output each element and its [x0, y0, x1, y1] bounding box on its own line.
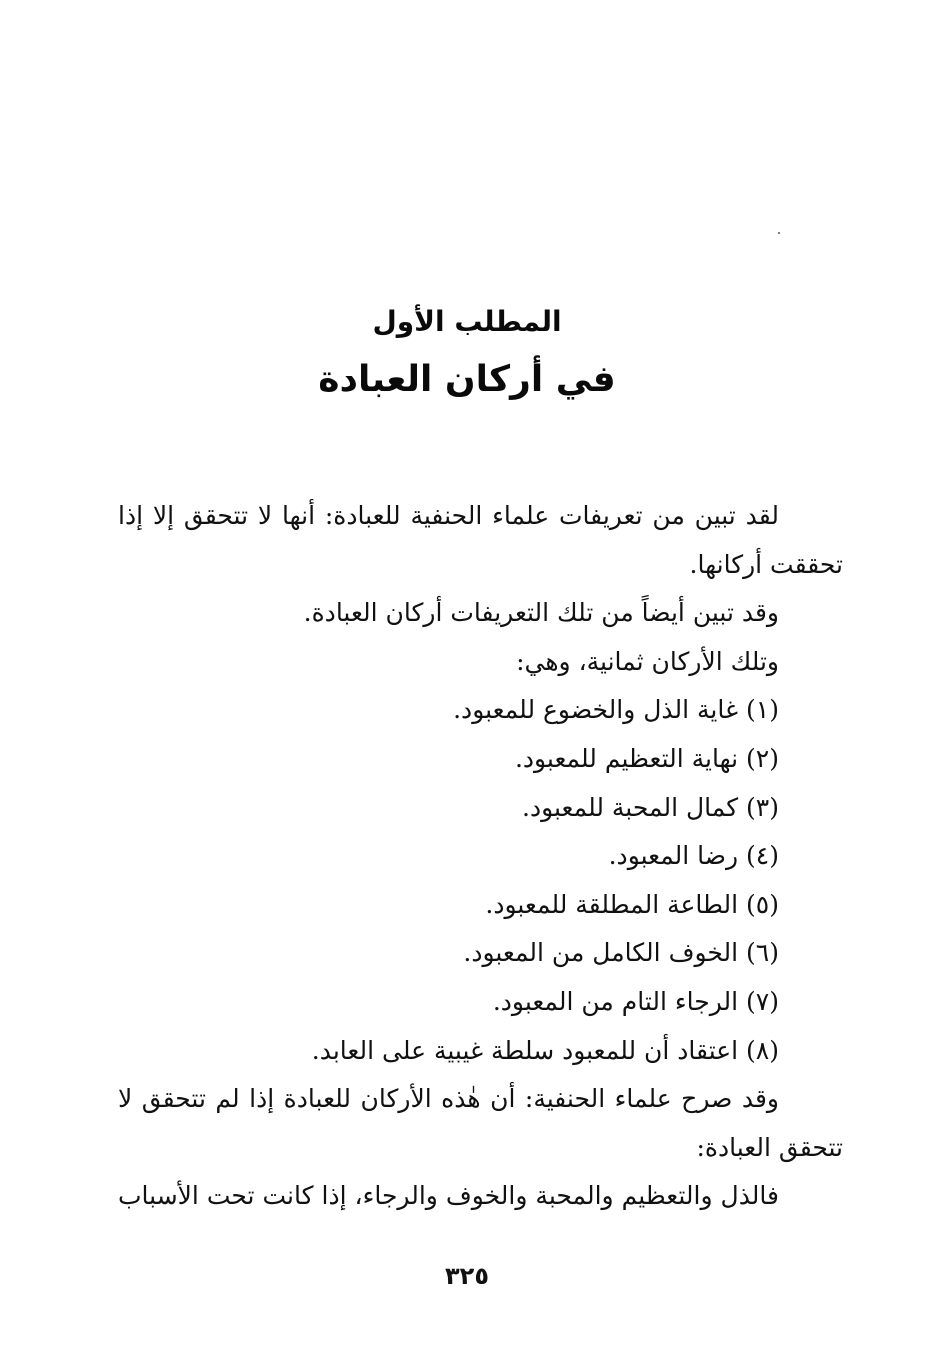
- list-item: (٦) الخوف الكامل من المعبود.: [463, 938, 779, 968]
- text-line: وقد تبين أيضاً من تلك التعريفات أركان العبادة.: [303, 598, 779, 628]
- section-title: في أركان العبادة: [318, 359, 616, 400]
- text-line: تتحقق العبادة:: [696, 1132, 843, 1162]
- list-item: (٤) رضا المعبود.: [608, 841, 779, 871]
- list-item: (٨) اعتقاد أن للمعبود سلطة غيبية على العابد.: [311, 1035, 779, 1065]
- text-line: تحققت أركانها.: [689, 549, 843, 579]
- body-text: [118, 492, 843, 1221]
- list-item: (٢) نهاية التعظيم للمعبود.: [514, 743, 779, 773]
- scan-speck: [778, 232, 780, 234]
- text-line: وتلك الأركان ثمانية، وهي:: [516, 646, 779, 676]
- text-line: لقد تبين من تعريفات علماء الحنفية للعبادة: أنها لا تتحقق إلا إذا: [118, 501, 779, 530]
- page-number: ٣٢٥: [445, 1262, 489, 1290]
- list-item: (٧) الرجاء التام من المعبود.: [492, 986, 779, 1016]
- section-heading: المطلب الأول: [372, 305, 562, 338]
- text-line: وقد صرح علماء الحنفية: أن هٰذه الأركان للعبادة إذا لم تتحقق لا: [118, 1084, 779, 1114]
- list-item: (٣) كمال المحبة للمعبود.: [522, 792, 779, 822]
- text-line: فالذل والتعظيم والمحبة والخوف والرجاء، إذا كانت تحت الأسباب: [118, 1181, 779, 1211]
- list-item: (١) غاية الذل والخضوع للمعبود.: [453, 695, 779, 725]
- list-item: (٥) الطاعة المطلقة للمعبود.: [485, 889, 779, 919]
